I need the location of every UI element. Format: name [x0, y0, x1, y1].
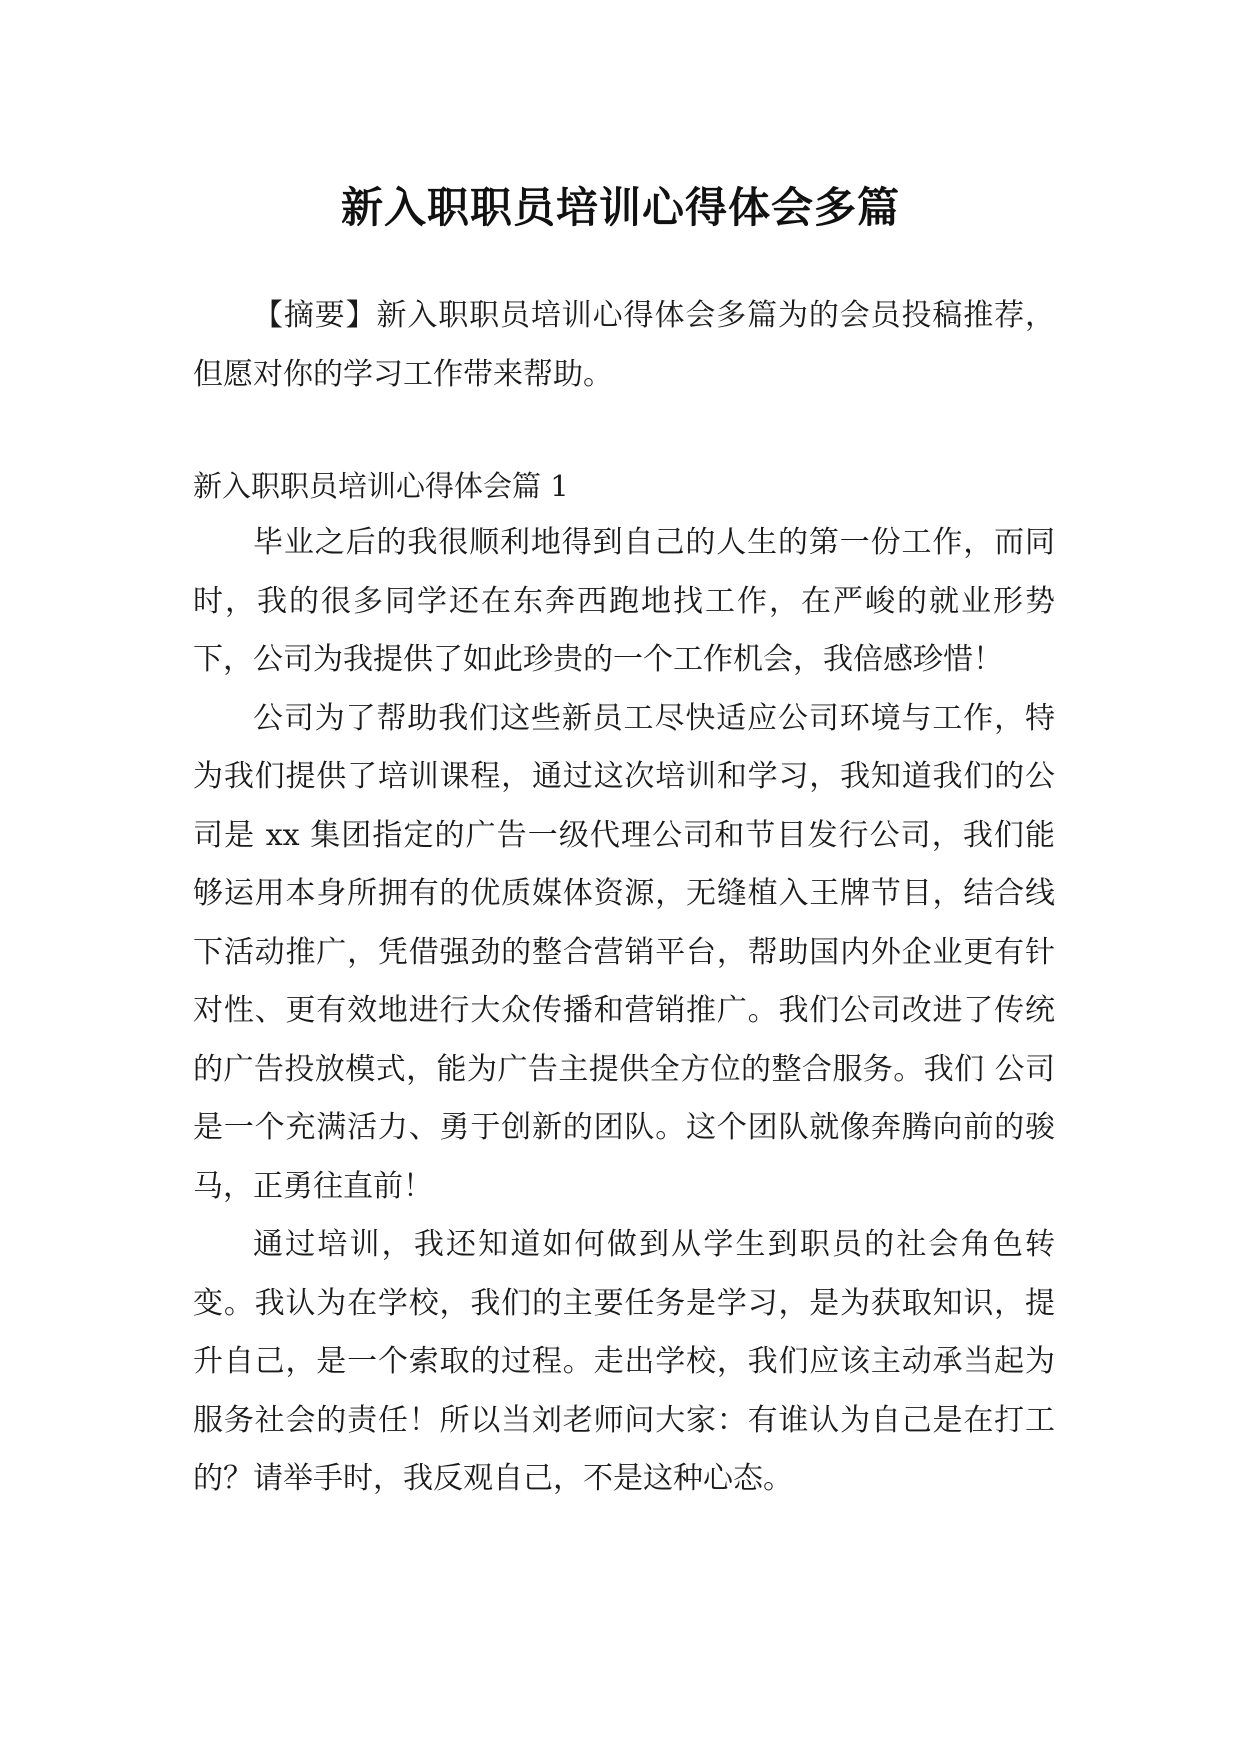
article-body [193, 458, 1055, 1509]
document-title: 新入职职员培训心得体会多篇 [340, 183, 900, 233]
section-heading: 新入职职员培训心得体会篇 1 [193, 469, 569, 503]
abstract-paragraph: 【摘要】新入职职员培训心得体会多篇为的会员投稿推荐，但愿对你的学习工作带来帮助。 [193, 298, 1055, 392]
body-paragraph-3: 通过培训，我还知道如何做到从学生到职员的社会角色转变。我认为在学校，我们的主要任务是学习，是为获取知识，提升自己，是一个索取的过程。走出学校，我们应该主动承当起为服务社会的责任！所以当刘老师问大家：有谁认为自己是在打工的？请举手时，我反观自己，不是这种心态。 [193, 1227, 1055, 1496]
abstract-block [193, 287, 1055, 404]
body-paragraph-2: 公司为了帮助我们这些新员工尽快适应公司环境与工作，特为我们提供了培训课程，通过这次培训和学习，我知道我们的公司是 xx 集团指定的广告一级代理公司和节目发行公司，我们能够运用本身所拥有的优质媒体资源，无缝植入王牌节目，结合线下活动推广，凭借强劲的整合营销平台，帮助国内外企业更有针对性、更有效地进行大众传播和营销推广。我们公司改进了传统的广告投放模式，能为广告主提供全方位的整合服务。我们 公司是一个充满活力、勇于创新的团队。这个团队就像奔腾向前的骏马，正勇往直前！ [193, 700, 1055, 1204]
body-paragraph-1: 毕业之后的我很顺利地得到自己的人生的第一份工作，而同时，我的很多同学还在东奔西跑地找工作，在严峻的就业形势下，公司为我提供了如此珍贵的一个工作机会，我倍感珍惜！ [193, 525, 1055, 677]
